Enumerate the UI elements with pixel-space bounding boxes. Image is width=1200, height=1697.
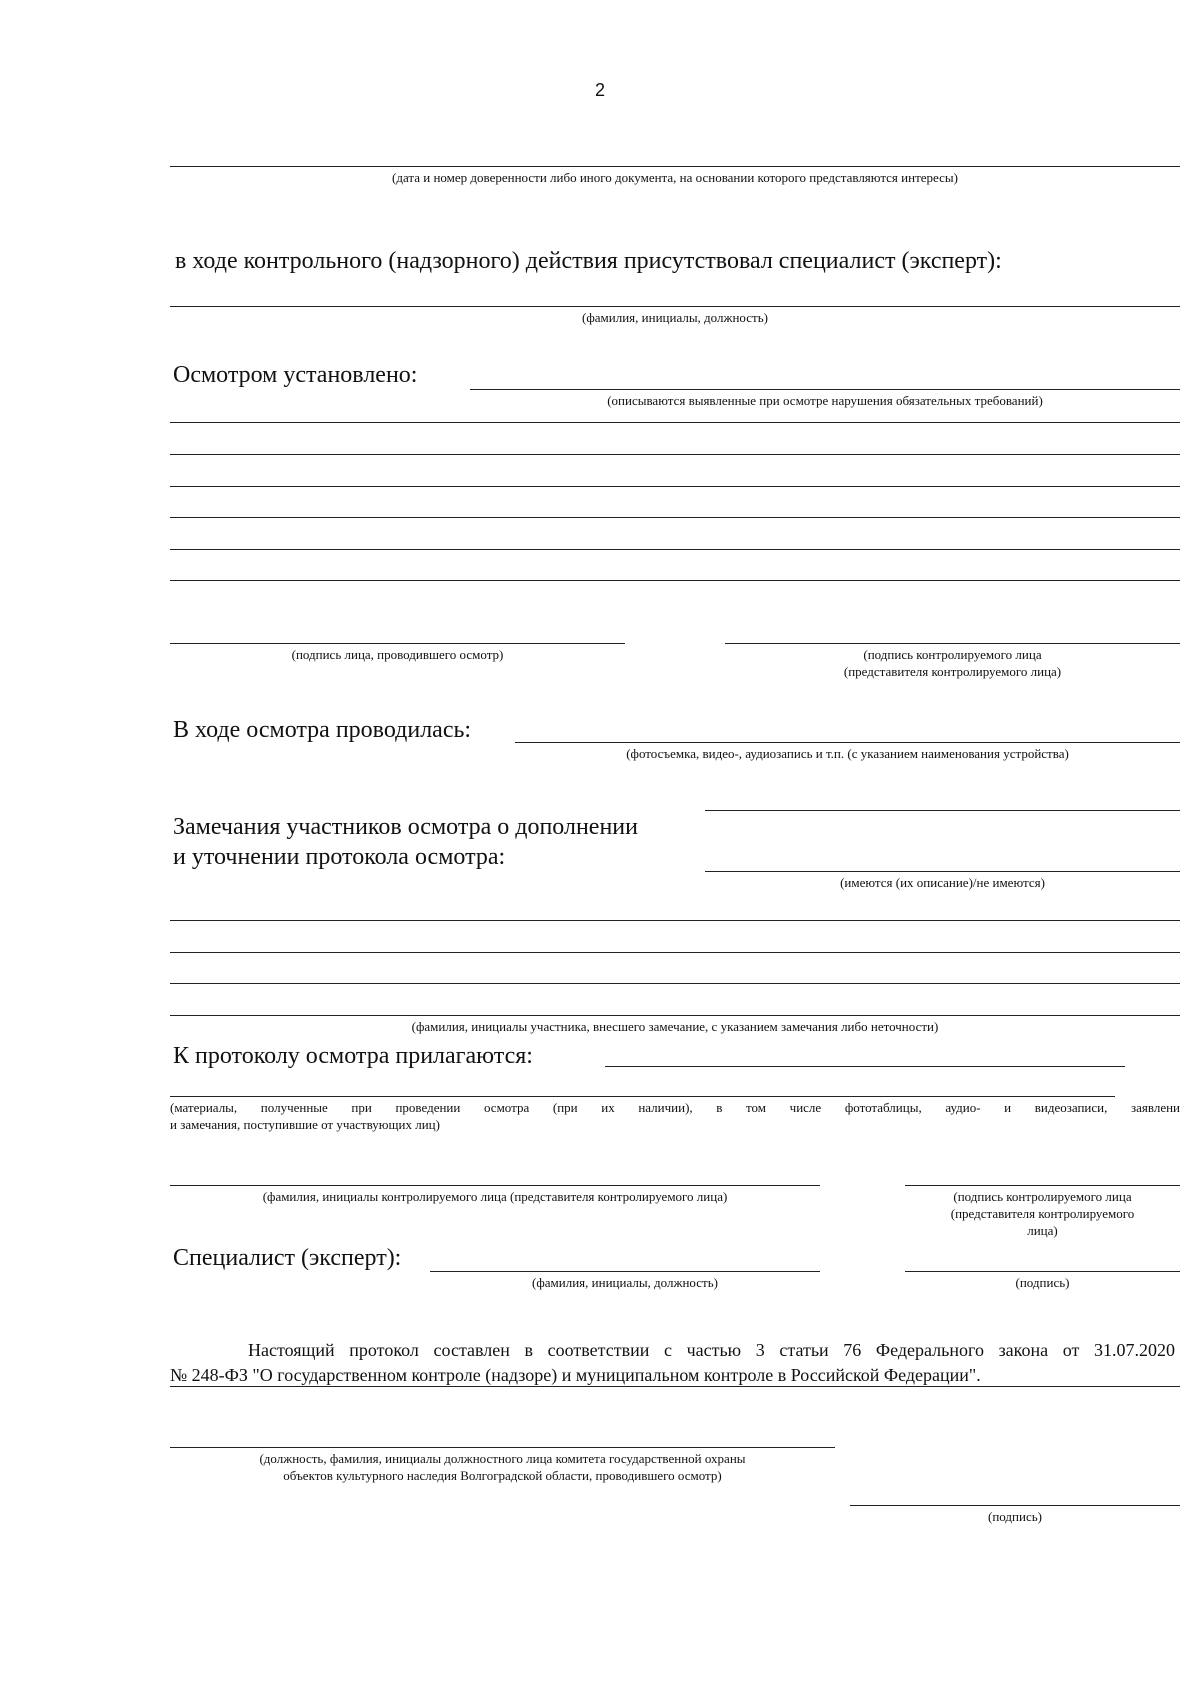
recording-caption: (фотосъемка, видео-, аудиозапись и т.п. (с указанием наименования устройства)	[626, 746, 1069, 761]
remarks-line	[705, 810, 1180, 811]
controlled-sign-caption: (представителя контролируемого	[950, 1206, 1135, 1221]
remarks-line	[705, 871, 1180, 872]
remarks-label: и уточнении протокола осмотра:	[173, 844, 506, 870]
page-number: 2	[594, 80, 605, 100]
recording-label: В ходе осмотра проводилась:	[173, 717, 472, 743]
official-caption: объектов культурного наследия Волгоградской области, проводившего осмотр)	[283, 1468, 722, 1483]
controlled-name-line	[170, 1185, 820, 1186]
law-reference-underline	[170, 1386, 1180, 1387]
official-sign-line	[850, 1505, 1180, 1506]
inspector-signature-line	[170, 643, 625, 644]
remarks-text-line	[170, 952, 1180, 953]
inspection-line	[170, 422, 1180, 423]
expert-name-line	[430, 1271, 820, 1272]
inspection-line	[170, 454, 1180, 455]
controlled-sign-caption: лица)	[1027, 1223, 1058, 1238]
inspection-line	[170, 517, 1180, 518]
expert-sign-line	[905, 1271, 1180, 1272]
official-caption: (должность, фамилия, инициалы должностного лица комитета государственной охраны	[259, 1451, 746, 1466]
controlled-signature-line	[725, 643, 1180, 644]
specialist-heading: в ходе контрольного (надзорного) действия присутствовал специалист (эксперт):	[175, 248, 1002, 274]
inspection-line-first	[470, 389, 1180, 390]
expert-name-caption: (фамилия, инициалы, должность)	[532, 1275, 718, 1290]
recording-line	[515, 742, 1180, 743]
remarks-author-caption: (фамилия, инициалы участника, внесшего замечание, с указанием замечания либо неточности)	[411, 1019, 939, 1034]
controlled-sign-caption: (подпись контролируемого лица	[953, 1189, 1132, 1204]
attachments-label: К протоколу осмотра прилагаются:	[173, 1043, 533, 1069]
remarks-caption: (имеются (их описание)/не имеются)	[840, 875, 1045, 890]
controlled-signature-caption: (представителя контролируемого лица)	[843, 664, 1062, 679]
power-of-attorney-line	[170, 166, 1180, 167]
law-reference-text: № 248-ФЗ "О государственном контроле (надзоре) и муниципальном контроле в Российской Федерации".	[170, 1365, 981, 1385]
remarks-text-line	[170, 920, 1180, 921]
specialist-line	[170, 306, 1180, 307]
remarks-text-line	[170, 983, 1180, 984]
inspection-line	[170, 486, 1180, 487]
inspection-line	[170, 549, 1180, 550]
controlled-signature-caption: (подпись контролируемого лица	[863, 647, 1042, 662]
controlled-name-caption: (фамилия, инициалы контролируемого лица (представителя контролируемого лица)	[262, 1189, 728, 1204]
attachments-line	[605, 1066, 1125, 1067]
remarks-text-line	[170, 1015, 1180, 1016]
expert-sign-caption: (подпись)	[1015, 1275, 1070, 1290]
remarks-label: Замечания участников осмотра о дополнении	[173, 814, 638, 840]
inspector-signature-caption: (подпись лица, проводившего осмотр)	[291, 647, 504, 662]
expert-label: Специалист (эксперт):	[173, 1245, 402, 1271]
inspection-caption: (описываются выявленные при осмотре нарушения обязательных требований)	[607, 393, 1043, 408]
power-of-attorney-caption: (дата и номер доверенности либо иного документа, на основании которого представляются интересы)	[392, 170, 958, 185]
official-sign-caption: (подпись)	[988, 1509, 1042, 1524]
attachments-line	[170, 1096, 1115, 1097]
official-line	[170, 1447, 835, 1448]
law-reference-text: Настоящий протокол составлен в соответствии с частью 3 статьи 76 Федерального закона от 31.07.2020	[248, 1340, 1175, 1360]
inspection-label: Осмотром установлено:	[173, 362, 418, 388]
inspection-line	[170, 580, 1180, 581]
attachments-caption: и замечания, поступившие от участвующих лиц)	[170, 1117, 440, 1132]
attachments-caption: (материалы, полученные при проведении осмотра (при их наличии), в том числе фототаблицы, аудио- и видеозаписи, заявлени	[170, 1100, 1180, 1115]
specialist-caption: (фамилия, инициалы, должность)	[582, 310, 768, 325]
controlled-sign-line	[905, 1185, 1180, 1186]
